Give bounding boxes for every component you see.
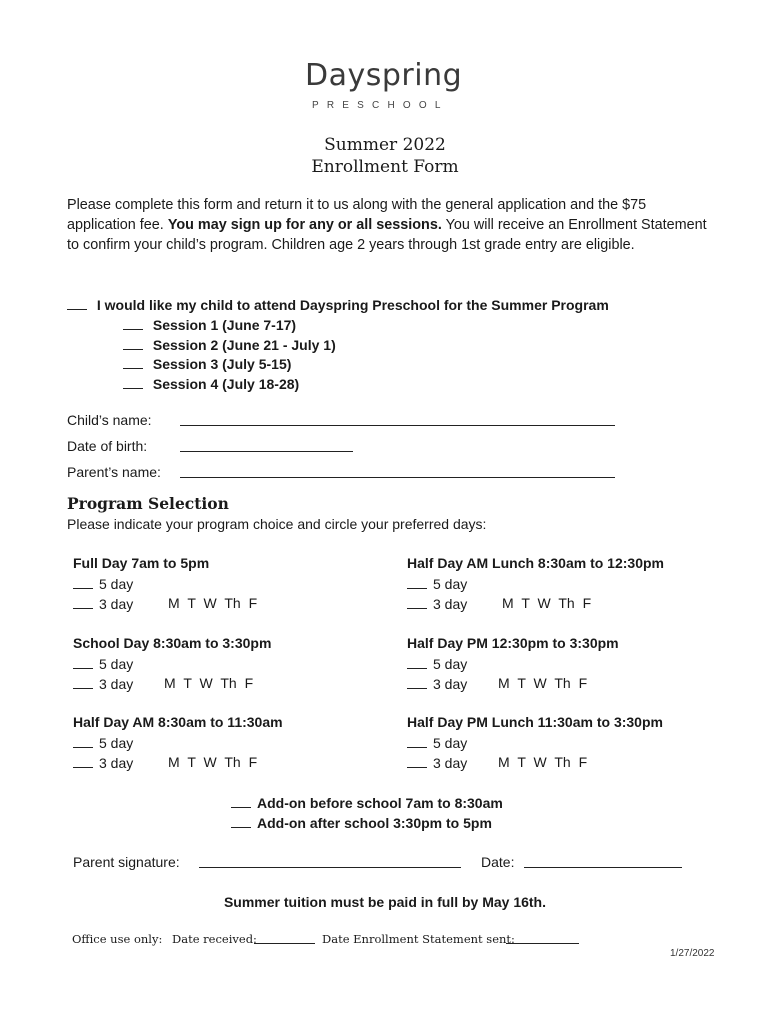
option-label: 3 day: [99, 596, 134, 612]
three-day-option[interactable]: [73, 754, 133, 771]
date-received-label: Date received:: [172, 932, 257, 946]
intro-bold: You may sign up for any or all sessions.: [167, 217, 442, 233]
option-label: 3 day: [99, 676, 134, 692]
three-day-option[interactable]: [73, 595, 133, 612]
option-label: 3 day: [433, 755, 468, 771]
program-title: Full Day 7am to 5pm: [73, 555, 210, 571]
option-blank[interactable]: [407, 595, 427, 609]
parent-name-field[interactable]: [180, 464, 615, 478]
option-label: 5 day: [433, 735, 468, 751]
day-choice[interactable]: W: [533, 675, 547, 691]
logo-wordmark: Dayspring: [305, 58, 463, 93]
tuition-note: Summer tuition must be paid in full by May 16th.: [223, 894, 547, 910]
program-title: Half Day PM 12:30pm to 3:30pm: [407, 635, 619, 651]
logo-subtitle: PRESCHOOL: [312, 100, 449, 111]
day-choice[interactable]: M: [168, 595, 180, 611]
day-choices[interactable]: [164, 675, 253, 691]
session-label: Session 2 (June 21 - July 1): [152, 337, 336, 353]
day-choice[interactable]: Th: [554, 754, 571, 770]
day-choice[interactable]: T: [187, 595, 196, 611]
session-blank[interactable]: [123, 355, 143, 369]
option-label: 5 day: [99, 735, 134, 751]
option-blank[interactable]: [73, 655, 93, 669]
statement-sent-label: Date Enrollment Statement sent:: [322, 932, 515, 946]
form-title-line2: Enrollment Form: [311, 157, 459, 177]
day-choice[interactable]: T: [517, 675, 526, 691]
addon-blank[interactable]: [231, 814, 251, 828]
revision-date: 1/27/2022: [670, 948, 715, 959]
three-day-option[interactable]: [407, 754, 467, 771]
day-choice[interactable]: T: [517, 754, 526, 770]
session-option[interactable]: [123, 375, 299, 392]
parent-signature-field[interactable]: [199, 854, 461, 868]
day-choices[interactable]: [168, 754, 257, 770]
statement-sent-field[interactable]: [506, 932, 579, 944]
five-day-option[interactable]: [407, 575, 467, 592]
day-choice[interactable]: T: [521, 595, 530, 611]
addon-blank[interactable]: [231, 794, 251, 808]
option-blank[interactable]: [73, 754, 93, 768]
day-choice[interactable]: M: [502, 595, 514, 611]
program-selection-instruction: Please indicate your program choice and circle your preferred days:: [67, 516, 487, 532]
three-day-option[interactable]: [407, 675, 467, 692]
day-choice[interactable]: W: [537, 595, 551, 611]
child-name-field[interactable]: [180, 412, 615, 426]
dob-label: Date of birth:: [67, 438, 148, 454]
day-choices[interactable]: [498, 675, 587, 691]
day-choice[interactable]: T: [187, 754, 196, 770]
addon-option[interactable]: [231, 814, 492, 831]
option-label: 3 day: [99, 755, 134, 771]
session-option[interactable]: [123, 336, 336, 353]
day-choice[interactable]: M: [498, 754, 510, 770]
form-title-line1: Summer 2022: [324, 135, 446, 155]
office-use-label: Office use only:: [72, 932, 163, 946]
intro-paragraph: [67, 195, 707, 255]
option-blank[interactable]: [407, 754, 427, 768]
session-option[interactable]: [123, 355, 291, 372]
day-choice[interactable]: F: [248, 754, 258, 770]
option-blank[interactable]: [407, 575, 427, 589]
day-choices[interactable]: [498, 754, 587, 770]
day-choices[interactable]: [168, 595, 257, 611]
day-choice[interactable]: W: [533, 754, 547, 770]
five-day-option[interactable]: [73, 575, 133, 592]
option-label: 5 day: [99, 656, 134, 672]
parent-name-label: Parent’s name:: [67, 464, 161, 480]
day-choice[interactable]: Th: [224, 595, 241, 611]
summer-program-option[interactable]: [67, 296, 609, 313]
option-blank[interactable]: [73, 675, 93, 689]
day-choice[interactable]: Th: [224, 754, 241, 770]
five-day-option[interactable]: [407, 734, 467, 751]
program-title: Half Day PM Lunch 11:30am to 3:30pm: [407, 714, 663, 730]
date-received-field[interactable]: [254, 932, 315, 944]
day-choice[interactable]: Th: [558, 595, 575, 611]
day-choice[interactable]: W: [203, 754, 217, 770]
five-day-option[interactable]: [73, 734, 133, 751]
day-choice[interactable]: M: [168, 754, 180, 770]
day-choice[interactable]: F: [578, 675, 588, 691]
session-blank[interactable]: [123, 316, 143, 330]
five-day-option[interactable]: [407, 655, 467, 672]
session-option[interactable]: [123, 316, 296, 333]
day-choice[interactable]: W: [203, 595, 217, 611]
day-choice[interactable]: F: [582, 595, 592, 611]
option-blank[interactable]: [407, 675, 427, 689]
session-label: Session 3 (July 5-15): [152, 356, 292, 372]
day-choice[interactable]: F: [244, 675, 254, 691]
five-day-option[interactable]: [73, 655, 133, 672]
logo: [305, 58, 465, 110]
option-blank[interactable]: [407, 734, 427, 748]
option-label: 5 day: [433, 576, 468, 592]
intro-text-1: Please complete this form and return it to us along with the general application and the $75 application fee.: [67, 197, 647, 233]
addon-label: Add-on before school 7am to 8:30am: [257, 795, 503, 811]
summer-program-blank[interactable]: [67, 296, 87, 310]
option-blank[interactable]: [73, 575, 93, 589]
option-blank[interactable]: [73, 734, 93, 748]
option-blank[interactable]: [407, 655, 427, 669]
addon-label: Add-on after school 3:30pm to 5pm: [257, 815, 492, 831]
option-label: 3 day: [433, 596, 468, 612]
summer-program-label: I would like my child to attend Dayspring Preschool for the Summer Program: [96, 297, 609, 313]
addon-option[interactable]: [231, 794, 503, 811]
option-blank[interactable]: [73, 595, 93, 609]
day-choice[interactable]: T: [183, 675, 192, 691]
session-blank[interactable]: [123, 375, 143, 389]
program-title: School Day 8:30am to 3:30pm: [73, 635, 272, 651]
day-choice[interactable]: Th: [554, 675, 571, 691]
day-choice[interactable]: M: [164, 675, 176, 691]
day-choices[interactable]: [502, 595, 591, 611]
session-blank[interactable]: [123, 336, 143, 350]
option-label: 3 day: [433, 676, 468, 692]
option-label: 5 day: [99, 576, 134, 592]
session-label: Session 1 (June 7-17): [152, 317, 297, 333]
child-name-label: Child’s name:: [67, 412, 152, 428]
day-choice[interactable]: F: [578, 754, 588, 770]
three-day-option[interactable]: [73, 675, 133, 692]
program-title: Half Day AM 8:30am to 11:30am: [73, 714, 283, 730]
dob-field[interactable]: [180, 438, 353, 452]
three-day-option[interactable]: [407, 595, 467, 612]
day-choice[interactable]: W: [199, 675, 213, 691]
date-field[interactable]: [524, 854, 682, 868]
program-selection-heading: Program Selection: [67, 494, 229, 513]
session-label: Session 4 (July 18-28): [152, 376, 300, 392]
option-label: 5 day: [433, 656, 468, 672]
program-title: Half Day AM Lunch 8:30am to 12:30pm: [407, 555, 664, 571]
parent-signature-label: Parent signature:: [73, 854, 180, 870]
date-label: Date:: [481, 854, 515, 870]
day-choice[interactable]: Th: [220, 675, 237, 691]
day-choice[interactable]: F: [248, 595, 258, 611]
day-choice[interactable]: M: [498, 675, 510, 691]
intro-text-2: You will receive an Enrollment Statement to confirm your child’s program. Children age 2 years through 1st grade entry are eligible.: [67, 217, 707, 253]
